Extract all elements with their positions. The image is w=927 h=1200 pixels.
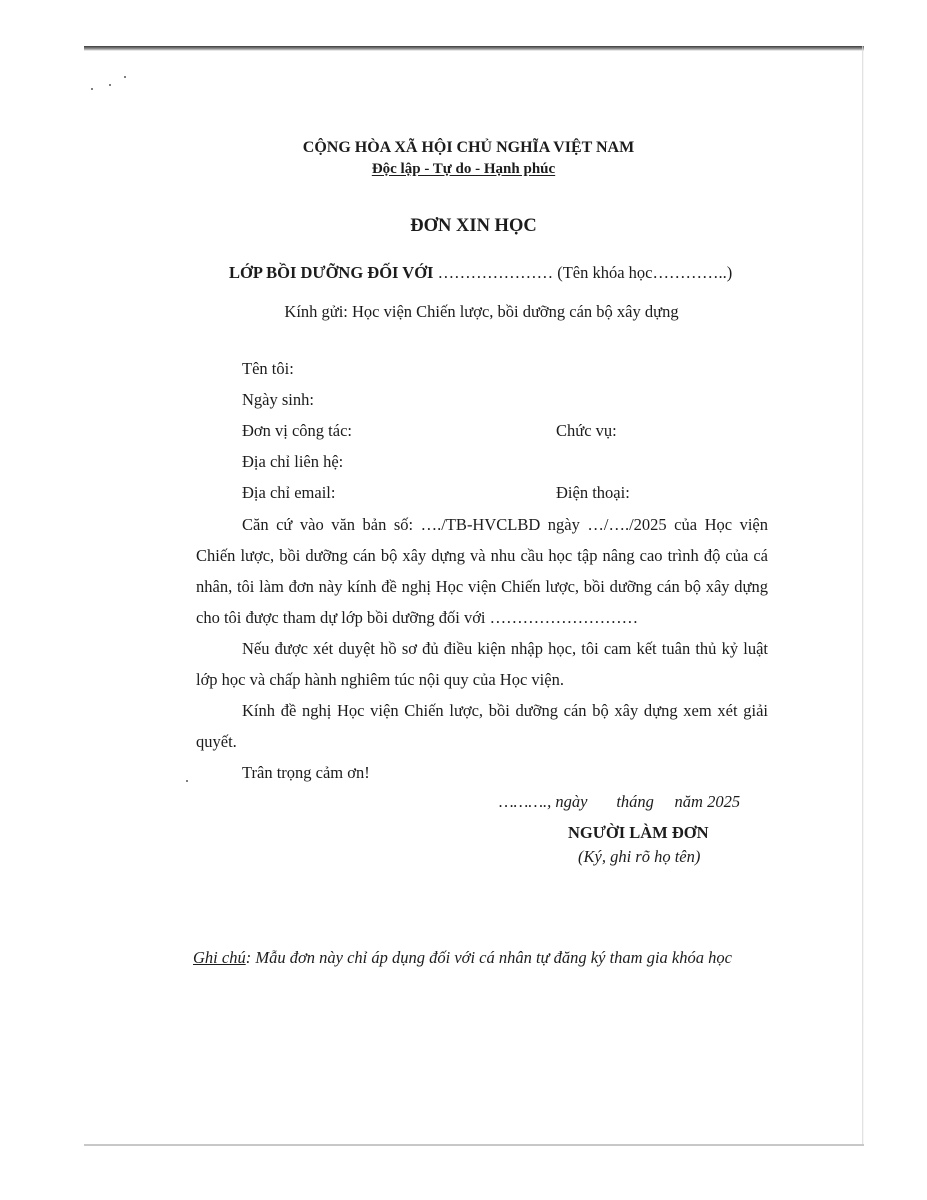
course-label: LỚP BỒI DƯỠNG ĐỐI VỚI [229,263,434,282]
body-paragraph-1 [196,509,768,633]
course-name-blank: ………………… (Tên khóa học…………..) [437,263,733,282]
scan-edge-top [84,46,864,51]
body-paragraph-2-text: Nếu được xét duyệt hồ sơ đủ điều kiện nhập học, tôi cam kết tuân thủ kỷ luật lớp học và chấp hành nghiêm túc nội quy của Học viện. [196,639,768,689]
form-title: ĐƠN XIN HỌC [410,216,537,236]
motto-text: Độc lập - Tự do - Hạnh phúc [371,161,556,177]
scan-speck [109,84,111,86]
footnote-label: Ghi chú [193,948,246,967]
body-paragraph-3 [196,695,768,757]
field-address: Địa chỉ liên hệ: [242,452,344,471]
scan-edge-bottom [84,1144,864,1146]
field-dob: Ngày sinh: [242,390,314,409]
scan-speck [124,76,126,78]
nation-heading: CỘNG HÒA XÃ HỘI CHỦ NGHĨA VIỆT NAM [302,139,635,156]
signer-title: NGƯỜI LÀM ĐƠN [568,823,709,842]
body-paragraph-1-text: Căn cứ vào văn bản số: …./TB-HVCLBD ngày …/…./2025 của Học viện Chiến lược, bồi dưỡng cán bộ xây dựng và nhu cầu học tập nâng cao trình độ của cá nhân, tôi làm đơn này kính đề nghị Học viện Chiến lược, bồi dưỡng cán bộ xây dựng cho tôi được tham dự lớp bồi dưỡng đối với ……………………… [196,515,768,627]
signature-instruction: (Ký, ghi rõ họ tên) [578,847,701,866]
field-position: Chức vụ: [556,421,617,440]
field-phone: Điện thoại: [556,483,630,502]
recipient: Kính gửi: Học viện Chiến lược, bồi dưỡng cán bộ xây dựng [284,302,679,321]
course-line [229,263,732,283]
scan-edge-right [862,46,864,1146]
scan-speck [186,780,188,782]
footnote [193,948,732,968]
scan-speck [91,88,93,90]
field-workplace: Đơn vị công tác: [242,421,352,440]
field-email: Địa chỉ email: [242,483,336,502]
body-paragraph-3-text: Kính đề nghị Học viện Chiến lược, bồi dưỡng cán bộ xây dựng xem xét giải quyết. [196,701,768,751]
footnote-text: : Mẫu đơn này chỉ áp dụng đối với cá nhân tự đăng ký tham gia khóa học [245,948,732,967]
motto [0,159,927,179]
body-paragraph-4-text: Trân trọng cảm ơn! [242,763,370,782]
signature-date-line: ………., ngày tháng năm 2025 [499,792,741,811]
body-paragraph-4 [196,757,768,788]
field-name: Tên tôi: [242,359,294,378]
body-paragraph-2 [196,633,768,695]
